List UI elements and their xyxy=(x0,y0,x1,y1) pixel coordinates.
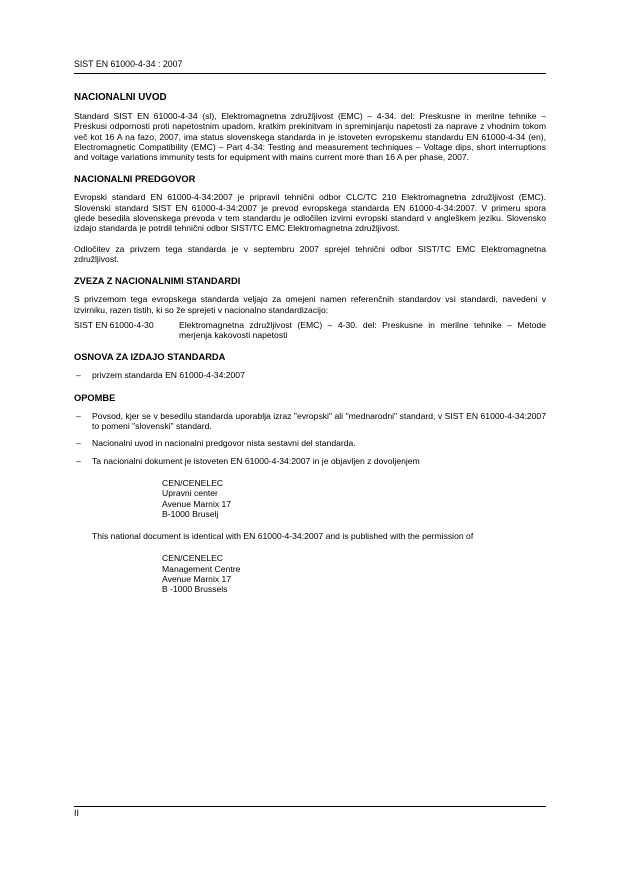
section-heading: ZVEZA Z NACIONALNIMI STANDARDI xyxy=(74,276,241,287)
address-line: B-1000 Bruselj xyxy=(162,508,219,519)
header-rule xyxy=(74,73,546,74)
dash-bullet: – xyxy=(76,370,81,381)
address-english xyxy=(162,553,546,594)
list-item xyxy=(74,411,546,432)
section-heading: OPOMBE xyxy=(74,392,116,403)
address-line: Avenue Marnix 17 xyxy=(162,498,232,509)
page-content xyxy=(74,92,546,607)
section-heading: OSNOVA ZA IZDAJO STANDARDA xyxy=(74,352,226,363)
address-line: CEN/CENELEC xyxy=(162,553,224,564)
list-item xyxy=(74,438,546,448)
page-number: II xyxy=(74,808,79,818)
section-heading: NACIONALNI PREDGOVOR xyxy=(74,174,196,185)
dash-bullet: – xyxy=(76,455,81,466)
dash-bullet: – xyxy=(76,410,81,421)
reference-row xyxy=(74,320,546,341)
paragraph: Evropski standard EN 61000-4-34:2007 je pripravil tehnični odbor CLC/TC 210 Elektromagnetna združljivost (EMC). Slovenski standard SIST EN 61000-4-34:2007 je prevod evropskega standarda EN 61000-4-34:2007. V primeru spora glede besedila slovenskega prevoda v tem standardu je odločilen izvirni evropski standard v angleškem jeziku. Slovensko izdajo standarda je potrdil tehnični odbor SIST/TC EMC Elektromagnetna združljivost. xyxy=(74,192,546,234)
address-slovenian xyxy=(162,478,546,519)
paragraph: Standard SIST EN 61000-4-34 (sl), Elektromagnetna združljivost (EMC) – 4-34. del: Preskusne in merilne tehnike – Preskusi odpornosti proti napetostnim upadom, kratkim prekinitvam in spreminjanju napetosti za naprave z vhodnim tokom več kot 16 A na fazo, 2007, ima status slovenskega standarda in je istoveten evropskemu standardu EN 61000-4-34 (en), Electromagnetic Compatibility (EMC) – Part 4-34: Testing and measurement techniques – Voltage dips, short interruptions and voltage variations immunity tests for equipment with mains current more than 16 A per phase, 2007. xyxy=(74,111,546,163)
list-item-text: Ta nacionalni dokument je istoveten EN 61000-4-34:2007 in je objavljen z dovoljenjem xyxy=(92,455,420,466)
list-item-text: privzem standarda EN 61000-4-34:2007 xyxy=(92,370,245,381)
address-line: Upravni center xyxy=(162,488,218,499)
address-line: CEN/CENELEC xyxy=(162,477,224,488)
paragraph: Odločitev za privzem tega standarda je v septembru 2007 sprejel tehnični odbor SIST/TC EMC Elektromagnetna združljivost. xyxy=(74,243,546,264)
address-line: B -1000 Brussels xyxy=(162,584,228,595)
list-item xyxy=(74,456,546,466)
section-osnova xyxy=(74,352,546,380)
section-zveza xyxy=(74,276,546,340)
english-note: This national document is identical with EN 61000-4-34:2007 and is published with the permission of xyxy=(92,531,474,542)
section-heading: NACIONALNI UVOD xyxy=(74,92,167,103)
document-id: SIST EN 61000-4-34 : 2007 xyxy=(74,59,183,69)
footer-rule xyxy=(74,806,546,807)
section-nacionalni-uvod xyxy=(74,92,546,162)
paragraph: S privzemom tega evropskega standarda veljajo za omejeni namen referenčnih standardov vsi standardi, navedeni v izvirniku, razen tistih, ki so že sprejeti v nacionalno standardizacijo: xyxy=(74,294,546,315)
section-nacionalni-predgovor xyxy=(74,174,546,264)
page-header xyxy=(74,59,546,72)
reference-code: SIST EN 61000-4-30 xyxy=(74,319,154,330)
reference-title: Elektromagnetna združljivost (EMC) – 4-30. del: Preskusne in merilne tehnike – Metode merjenja kakovosti napetosti xyxy=(179,319,546,341)
section-opombe xyxy=(74,393,546,595)
address-line: Management Centre xyxy=(162,563,241,574)
list-item xyxy=(74,370,546,380)
list-item-text: Nacionalni uvod in nacionalni predgovor nista sestavni del standarda. xyxy=(92,438,356,449)
address-line: Avenue Marnix 17 xyxy=(162,574,232,585)
dash-bullet: – xyxy=(76,438,81,449)
dash-list xyxy=(74,370,546,380)
dash-list xyxy=(74,411,546,466)
list-item-text: Povsod, kjer se v besedilu standarda uporablja izraz "evropski" ali "mednarodni" standard, v SIST EN 61000-4-34:2007 to pomeni "slovenski" standard. xyxy=(92,410,546,432)
